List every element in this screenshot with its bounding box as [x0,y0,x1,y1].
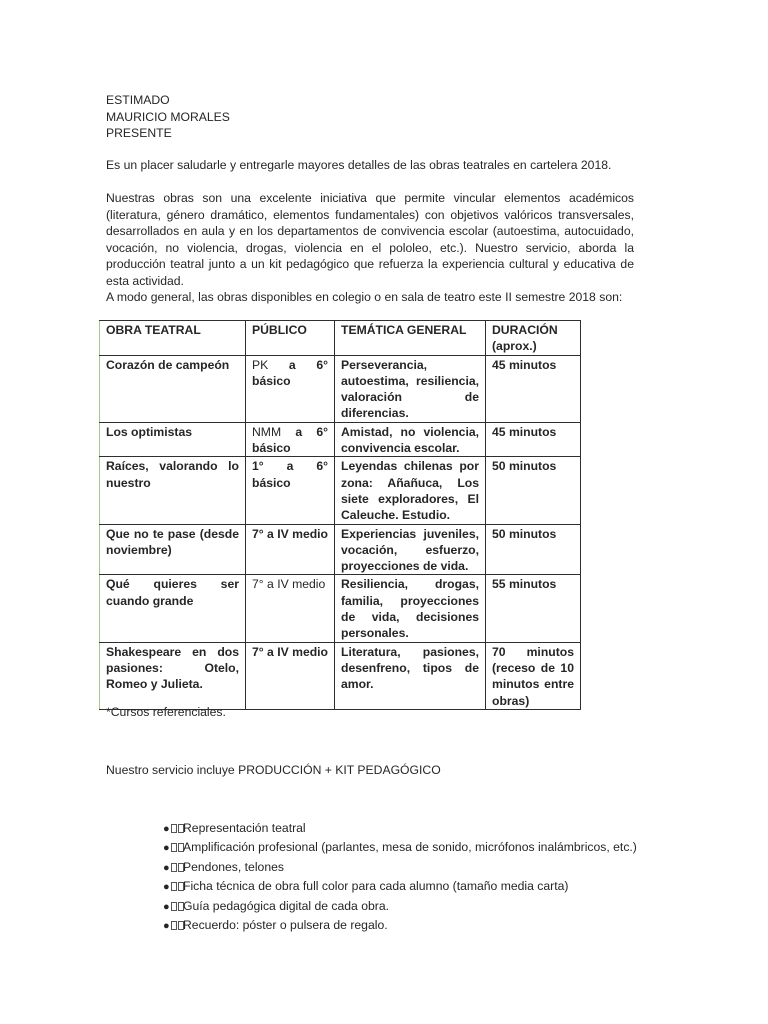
cell-obra: Que no te pase (desde noviembre) [100,524,246,575]
cell-obra: Raíces, valorando lo nuestro [100,457,246,524]
cell-tematica: Perseverancia, autoestima, resiliencia, valoración de diferencias. [335,355,486,422]
publico-prefix: 7° a IV medio [252,577,326,592]
table-footnote: *Cursos referenciales. [106,705,226,719]
cell-tematica: Resiliencia, drogas, familia, proyecciones de vida, decisiones personales. [335,575,486,642]
body-paragraph: Nuestras obras son una excelente iniciativa que permite vincular elementos académicos (literatura, género dramático, elementos fundamentales) con objetivos valóricos transversales, desarrollados en aula y en los departamentos de convivencia escolar (autoestima, autocuidado, vocación, no violencia, drogas, violencia en el pololeo, etc.). Nuestro servicio, aborda la producción teatral junto a un kit pedagógico que refuerza la experiencia cultural y educativa de esta actividad. [106,191,634,288]
list-item [163,820,637,839]
bullet-icon: ● [163,839,183,857]
table-header-row [100,321,581,356]
table-row [100,524,581,575]
table-row [100,642,581,709]
bullet-icon: ● [163,898,183,916]
salutation-block [106,92,606,142]
cell-duracion: 45 minutos [486,355,581,422]
publico-prefix: NMM [252,424,296,439]
list-item [163,917,637,936]
bullet-text: Pendones, telones [183,859,284,874]
cell-obra: Qué quieres ser cuando grande [100,575,246,642]
list-item [163,839,637,858]
cell-duracion: 50 minutos [486,524,581,575]
publico-range: 7° a IV medio [252,526,328,541]
cell-duracion: 55 minutos [486,575,581,642]
cell-publico [246,575,335,642]
table-row [100,355,581,422]
header-duracion: DURACIÓN (aprox.) [486,321,581,356]
table-row [100,575,581,642]
cell-obra: Corazón de campeón [100,355,246,422]
cell-publico [246,642,335,709]
bullet-text: Recuerdo: póster o pulsera de regalo. [183,917,388,932]
salutation-line: PRESENTE [106,126,172,140]
cell-publico [246,355,335,422]
intro-paragraph: Es un placer saludarle y entregarle mayores detalles de las obras teatrales en cartelera 2018. [106,158,612,172]
table-row [100,457,581,524]
bullet-text: Guía pedagógica digital de cada obra. [183,898,389,913]
cell-tematica: Literatura, pasiones, desenfreno, tipos de amor. [335,642,486,709]
recipient-name: MAURICIO MORALES [106,109,230,124]
cell-tematica: Experiencias juveniles, vocación, esfuerzo, proyecciones de vida. [335,524,486,575]
bullet-text: Ficha técnica de obra full color para cada alumno (tamaño media carta) [183,879,569,894]
cell-tematica: Amistad, no violencia, convivencia escolar. [335,422,486,457]
bullet-icon: ● [163,878,183,896]
cell-duracion: 70 minutos (receso de 10 minutos entre obras) [486,642,581,709]
service-bullet-list [163,820,637,936]
salutation-line: ESTIMADO [106,93,170,107]
header-tematica: TEMÁTICA GENERAL [335,321,486,356]
cell-obra: Los optimistas [100,422,246,457]
bullet-icon: ● [163,859,183,877]
cell-publico [246,524,335,575]
bullet-text: Representación teatral [183,821,306,835]
bullet-icon: ● [163,820,183,838]
bullet-icon: ● [163,917,183,935]
cell-tematica: Leyendas chilenas por zona: Añañuca, Los siete exploradores, El Caleuche. Estudio. [335,457,486,524]
list-item [163,859,637,878]
general-paragraph: A modo general, las obras disponibles en colegio o en sala de teatro este II semestre 2018 son: [106,290,623,304]
publico-range: a 6° básico [252,424,328,456]
plays-table [99,320,581,710]
header-obra: OBRA TEATRAL [100,321,246,356]
list-item [163,898,637,917]
publico-range: 7° a IV medio [252,644,328,659]
cell-publico [246,422,335,457]
cell-duracion: 50 minutos [486,457,581,524]
table-row [100,422,581,457]
list-item [163,878,637,897]
bullet-text: Amplificación profesional (parlantes, mesa de sonido, micrófonos inalámbricos, etc.) [183,840,637,855]
cell-obra: Shakespeare en dos pasiones: Otelo, Romeo y Julieta. [100,642,246,709]
publico-range: 1° a 6° básico [252,459,328,490]
cell-duracion: 45 minutos [486,422,581,457]
service-line: Nuestro servicio incluye PRODUCCIÓN + KIT PEDAGÓGICO [106,763,441,777]
publico-prefix: PK [252,357,289,372]
header-publico: PÚBLICO [246,321,335,356]
cell-publico [246,457,335,524]
publico-range: a 6° básico [252,357,328,388]
